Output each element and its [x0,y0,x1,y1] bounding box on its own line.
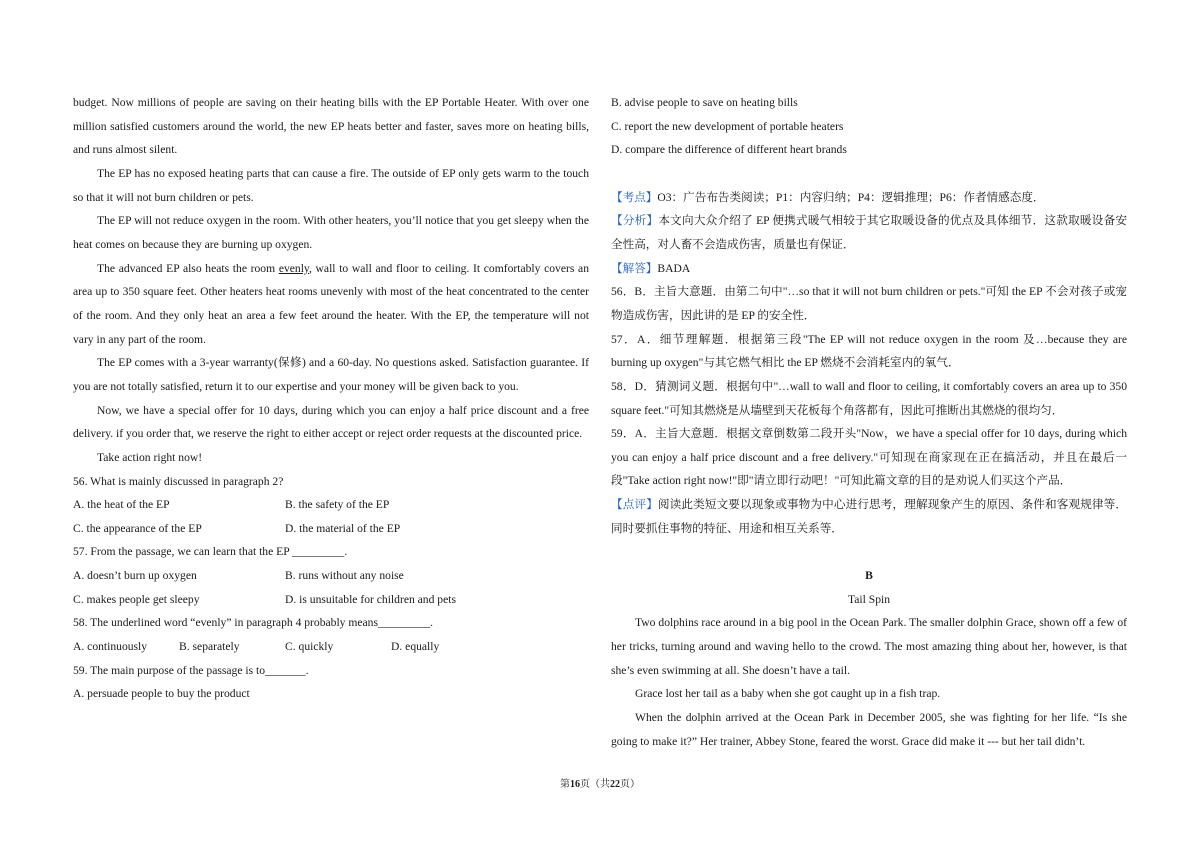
passage-paragraph-7: Take action right now! [97,450,203,464]
underlined-word-evenly: evenly [278,261,309,275]
question-57: 57. From the passage, we can learn that the EP _________. [73,545,348,559]
passage-paragraph-4 [73,257,589,352]
passage-title: Tail Spin [847,592,891,606]
kaodian-text: O3：广告布告类阅读；P1：内容归纳；P4：逻辑推理；P6：作者情感态度． [657,190,1045,204]
q57-option-d: D. is unsuitable for children and pets [285,592,456,606]
passage-paragraph-6: Now, we have a special offer for 10 days, during which you can enjoy a half price discount and a free delivery. if you order that, we reserve the right to either accept or reject order requests at the discounted price. [73,403,589,441]
spacer [611,162,1127,186]
kaodian-section [611,186,1127,210]
paragraph-4-rest: , wall to wall and floor to ceiling. It comfortably covers an area up to 350 square feet. Other heaters heat rooms unevenly with most of the heat concentrated to the center of the room. And they only heat an area a few feet around the heater. With the EP, the temperature will not vary in any part of the room. [73,261,589,346]
passage-b-paragraph-2: Grace lost her tail as a baby when she got caught up in a fish trap. [635,687,941,701]
question-56-options-row-1 [73,493,589,517]
q58-option-c: C. quickly [285,640,334,654]
q56-option-c: C. the appearance of the EP [73,521,202,535]
footer-suffix: 页） [620,779,640,790]
question-56: 56. What is mainly discussed in paragraph 2? [73,474,284,488]
left-column [73,91,589,706]
q59-option-d: D. compare the difference of different heart brands [611,143,847,157]
answer-58-explanation: 58．D．猜测词义题．根据句中"…wall to wall and floor to ceiling, it comfortably covers an area up to 350 square feet."可知其燃烧是从墙壁到天花板每个角落都有，因此可推断出其燃烧的很均匀． [611,379,1127,417]
passage-b-paragraph-3: When the dolphin arrived at the Ocean Park in December 2005, she was fighting for her life. “Is she going to make it?” Her trainer, Abbey Stone, feared the worst. Grace did make it --- but her tail didn’t. [611,711,1127,748]
q59-option-c: C. report the new development of portable heaters [611,119,844,133]
q58-option-a: A. continuously [73,640,148,654]
q56-option-b: B. the safety of the EP [285,498,390,512]
jieda-section [611,257,1127,281]
q58-option-d: D. equally [391,640,440,654]
section-heading: B [865,569,873,583]
q56-option-a: A. the heat of the EP [73,498,170,512]
question-56-options-row-2 [73,517,589,541]
kaodian-tag: 【考点】 [611,190,658,204]
paragraph-4-start: The advanced EP also heats the room [97,261,279,275]
right-column [611,91,1127,753]
dianping-tag: 【点评】 [611,498,658,512]
question-58-options [73,635,589,659]
jieda-tag: 【解答】 [611,261,658,275]
answer-56-explanation: 56．B．主旨大意题．由第二句中"…so that it will not burn children or pets."可知 the EP 不会对孩子或宠物造成伤害，因此讲的是 EP 的安全性． [611,285,1127,322]
dianping-text: 阅读此类短文要以现象或事物为中心进行思考，理解现象产生的原因、条件和客观规律等．同时要抓住事物的特征、用途和相互关系等． [611,498,1127,535]
spacer [611,540,1127,564]
q56-option-d: D. the material of the EP [285,521,401,535]
jieda-answers: BADA [657,261,691,275]
q57-option-a: A. doesn’t burn up oxygen [73,569,197,583]
footer-prefix: 第 [560,779,570,790]
q59-option-b: B. advise people to save on heating bills [611,96,798,109]
question-59: 59. The main purpose of the passage is to_______. [73,663,309,677]
answer-57-explanation: 57．A．细节理解题．根据第三段"The EP will not reduce oxygen in the room 及…because they are burning up oxygen"与其它燃气相比 the EP 燃烧不会消耗室内的氧气． [611,332,1127,370]
passage-paragraph-1: budget. Now millions of people are saving on their heating bills with the EP Portable Heater. With over one million satisfied customers around the world, the new EP heats better and faster, saves more on heating bills, and runs almost silent. [73,96,589,157]
q59-option-a: A. persuade people to buy the product [73,687,250,701]
question-58: 58. The underlined word “evenly” in paragraph 4 probably means_________. [73,616,434,630]
passage-b-paragraph-1: Two dolphins race around in a big pool in the Ocean Park. The smaller dolphin Grace, shown off a few of her tricks, turning around and waving hello to the crowd. The most amazing thing about her, however, is that she’s even swimming at all. She doesn’t have a tail. [611,616,1127,677]
question-57-options-row-2 [73,588,589,612]
answer-59-explanation: 59．A．主旨大意题．根据文章倒数第二段开头"Now，we have a special offer for 10 days, during which you can enjoy a half price discount and a free delivery."可知现在商家现在正在搞活动，并且在最后一段"Take action right now!"即"请立即行动吧！"可知此篇文章的目的是劝说人们买这个产品． [611,427,1127,488]
fenxi-text: 本文向大众介绍了 EP 便携式暖气相较于其它取暖设备的优点及具体细节．这款取暖设备安全性高，对人畜不会造成伤害，质量也有保证． [611,214,1127,251]
q57-option-b: B. runs without any noise [285,569,404,583]
dianping-section [611,493,1127,540]
footer-middle: 页（共 [580,779,610,790]
passage-paragraph-2: The EP has no exposed heating parts that can cause a fire. The outside of EP only gets warm to the touch so that it will not burn children or pets. [73,166,589,204]
page-number: 16 [570,779,580,790]
passage-paragraph-3: The EP will not reduce oxygen in the room. With other heaters, you’ll notice that you get sleepy when the heat comes on because they are burning up oxygen. [73,214,589,251]
q58-option-b: B. separately [179,640,240,654]
total-pages: 22 [610,779,620,790]
page-footer [0,775,1200,790]
q57-option-c: C. makes people get sleepy [73,592,200,606]
passage-paragraph-5: The EP comes with a 3-year warranty(保修) and a 60-day. No questions asked. Satisfaction guarantee. If you are not totally satisfied, return it to our expertise and your money will be given back to you. [73,356,589,393]
question-57-options-row-1 [73,564,589,588]
fenxi-section [611,209,1127,256]
fenxi-tag: 【分析】 [611,214,659,228]
